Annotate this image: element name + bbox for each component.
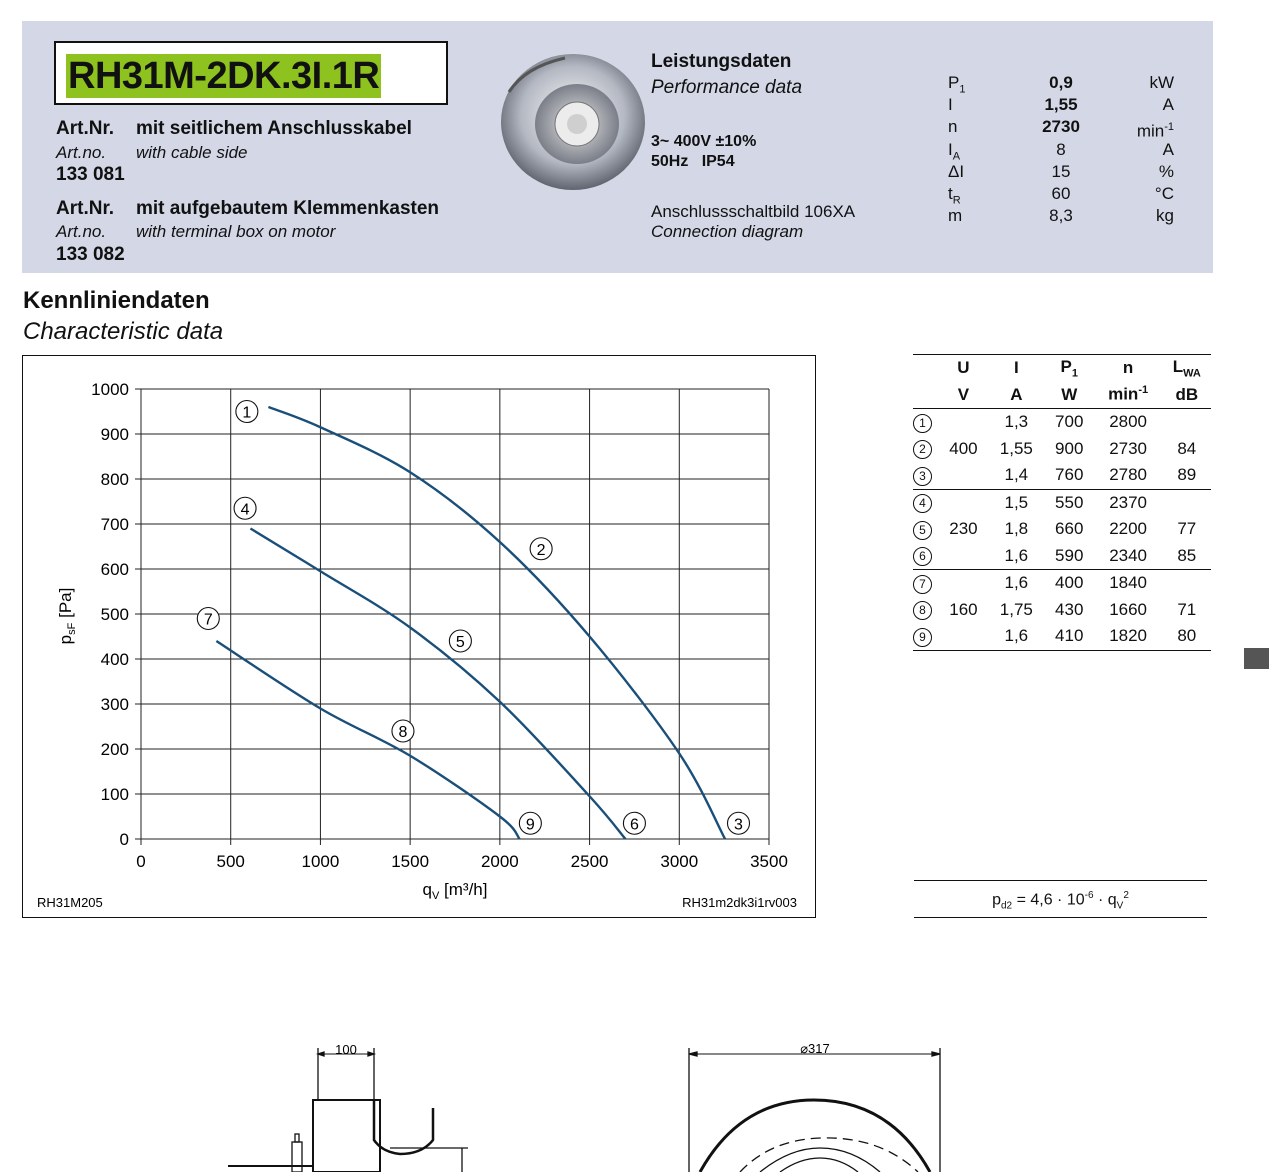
chart-canvas [23, 356, 817, 919]
row-id-marker: 9 [913, 628, 932, 647]
row-id-marker: 5 [913, 521, 932, 540]
curve-marker-label-8: 8 [398, 724, 408, 741]
row-id-marker: 1 [913, 414, 932, 433]
cell-i: 1,6 [1004, 626, 1029, 646]
row-id-marker: 7 [913, 575, 932, 594]
x-tick-label: 3500 [750, 852, 788, 871]
y-tick-label: 900 [100, 425, 129, 444]
cell-u [939, 489, 988, 516]
table-row [913, 436, 1211, 463]
cell-p: 590 [1055, 545, 1084, 565]
section-title-de: Kennliniendaten [23, 287, 210, 314]
cell-i: 1,6 [1004, 573, 1029, 593]
table-row [913, 489, 1211, 516]
perf-title-en: Performance data [651, 77, 803, 98]
cell-n: 1840 [1109, 573, 1148, 593]
chart-code-right: RH31m2dk3i1rv003 [682, 895, 797, 910]
table-unit-0: V [957, 384, 970, 404]
x-tick-label: 2000 [480, 852, 519, 871]
x-tick-label: 0 [136, 852, 146, 871]
table-unit-2: W [1061, 384, 1078, 404]
perf-unit-5: °C [1154, 184, 1174, 203]
perf-value-2: 2730 [1042, 117, 1080, 137]
cell-l: 77 [1177, 519, 1197, 539]
y-tick-label: 800 [100, 470, 129, 489]
technical-drawing [0, 1030, 1269, 1172]
cell-i: 1,3 [1004, 412, 1029, 432]
cell-p: 760 [1055, 465, 1084, 485]
table-row [913, 516, 1211, 543]
cell-u: 160 [949, 599, 978, 619]
fan-product-image [495, 52, 645, 197]
perf-unit-2: $\min^{-1}$ [1136, 121, 1174, 142]
cell-u [939, 623, 988, 650]
table-row [913, 597, 1211, 624]
cell-p: 400 [1055, 573, 1084, 593]
cell-l: 85 [1177, 545, 1197, 565]
perf-value-4: 15 [1051, 161, 1071, 181]
row-id-marker: 6 [913, 547, 932, 566]
x-axis-label: $q_V$ [m³/h] [422, 880, 488, 902]
cell-l: 80 [1177, 626, 1197, 646]
cell-i: 1,4 [1004, 465, 1029, 485]
perf-value-5: 60 [1051, 184, 1071, 203]
side-tab-marker [1244, 648, 1269, 669]
table-header-2: $P_1$ [1060, 357, 1078, 380]
cell-u [939, 409, 988, 436]
chart-code-left: RH31M205 [37, 895, 103, 910]
perf-symbol-4: ΔI [948, 161, 965, 181]
table-row [913, 570, 1211, 597]
table-unit-1: A [1010, 384, 1023, 404]
table-unit-3: $\min^{-1}$ [1108, 384, 1149, 405]
cell-u [939, 543, 988, 570]
y-tick-label: 100 [100, 785, 129, 804]
x-tick-label: 1500 [391, 852, 430, 871]
perf-unit-1: A [1162, 95, 1174, 115]
perf-symbol-6: m [948, 206, 963, 226]
art1-desc-en: with cable side [136, 143, 248, 162]
cell-n: 1660 [1109, 599, 1148, 619]
cell-p: 430 [1055, 599, 1084, 619]
row-id-marker: 3 [913, 467, 932, 486]
cell-n: 1820 [1109, 626, 1148, 646]
perf-value-1: 1,55 [1044, 95, 1078, 115]
cell-i: 1,55 [999, 438, 1033, 458]
cell-p: 700 [1055, 412, 1084, 432]
table-row [913, 462, 1211, 489]
cell-u: 230 [949, 519, 978, 539]
dimension-diameter: ⌀317 [800, 1041, 830, 1056]
cell-u [939, 462, 988, 489]
table-row [913, 623, 1211, 650]
cell-p: 900 [1055, 438, 1084, 458]
perf-value-3: 8 [1056, 139, 1066, 159]
curve-marker-label-7: 7 [203, 611, 213, 629]
cell-l: 84 [1177, 438, 1197, 458]
cell-n: 2200 [1109, 519, 1148, 539]
perf-title-de: Leistungsdaten [651, 51, 792, 72]
section-title-en: Characteristic data [23, 318, 224, 345]
art1-desc-de: mit seitlichem Anschlusskabel [136, 118, 412, 139]
y-tick-label: 400 [100, 650, 129, 669]
art2-desc-en: with terminal box on motor [136, 222, 336, 241]
curve-marker-label-5: 5 [455, 634, 465, 651]
formula-text: $p_{d2} = 4,6 \cdot 10^{-6} \cdot q_V^2$ [992, 890, 1129, 912]
curve-marker-label-3: 3 [734, 816, 743, 834]
y-tick-label: 600 [100, 560, 129, 579]
table-row [913, 409, 1211, 436]
row-id-marker: 8 [913, 601, 932, 620]
curve-series-1 [268, 407, 725, 839]
frequency-spec: 50Hz IP54 [651, 153, 735, 170]
art2-number: 133 082 [56, 244, 125, 265]
art1-label-en: Art.no. [56, 143, 107, 162]
cell-i: 1,8 [1004, 519, 1029, 539]
art2-label-de: Art.Nr. [56, 198, 115, 219]
cell-l: 71 [1177, 599, 1197, 619]
perf-symbol-2: n [948, 117, 958, 137]
curve-series-3 [216, 641, 519, 839]
cell-u [939, 570, 988, 597]
y-tick-label: 700 [100, 515, 129, 534]
characteristic-chart [22, 355, 816, 918]
table-unit-4: dB [1175, 384, 1199, 404]
perf-symbol-1: I [948, 95, 953, 115]
perf-symbol-5: $t_R$ [948, 184, 961, 207]
cell-p: 550 [1055, 492, 1084, 512]
connection-diagram-de: Anschlussschaltbild 106XA [651, 202, 856, 221]
perf-unit-6: kg [1156, 206, 1174, 226]
cell-i: 1,75 [999, 599, 1033, 619]
cell-l [1163, 409, 1211, 436]
y-tick-label: 300 [100, 695, 129, 714]
perf-unit-3: A [1162, 139, 1174, 159]
cell-p: 660 [1055, 519, 1084, 539]
perf-unit-0: kW [1149, 73, 1174, 92]
table-header-4: $L_{WA}$ [1172, 357, 1201, 380]
cell-l [1163, 570, 1211, 597]
cell-n: 2370 [1109, 492, 1148, 512]
cell-p: 410 [1055, 626, 1084, 646]
cell-i: 1,6 [1004, 545, 1029, 565]
x-tick-label: 1000 [301, 852, 340, 871]
cell-l [1163, 489, 1211, 516]
model-title: RH31M-2DK.3I.1R [68, 55, 380, 97]
x-tick-label: 500 [216, 852, 245, 871]
y-tick-label: 500 [100, 605, 129, 624]
cell-n: 2800 [1109, 412, 1148, 432]
perf-value-6: 8,3 [1049, 206, 1073, 226]
cell-i: 1,5 [1004, 492, 1029, 512]
cell-n: 2730 [1109, 438, 1148, 458]
x-tick-label: 2500 [570, 852, 609, 871]
art1-number: 133 081 [56, 164, 125, 185]
y-tick-label: 200 [100, 740, 129, 759]
table-header-1: I [1013, 358, 1019, 378]
curve-series-2 [250, 529, 625, 840]
characteristic-table [913, 354, 1211, 651]
cell-n: 2780 [1109, 465, 1148, 485]
perf-unit-4: % [1158, 161, 1174, 181]
table-row [913, 543, 1211, 570]
curve-marker-label-4: 4 [240, 501, 250, 519]
dimension-100: 100 [335, 1042, 357, 1057]
perf-symbol-0: $P_1$ [948, 73, 966, 96]
table-head-blank [913, 382, 939, 409]
y-axis-label: $p_{sF}$ [Pa] [56, 587, 78, 645]
voltage-spec: 3~ 400V ±10% [651, 133, 757, 150]
curve-marker-label-2: 2 [536, 541, 546, 559]
x-tick-label: 3000 [660, 852, 699, 871]
connection-diagram-en: Connection diagram [651, 222, 804, 241]
perf-value-0: 0,9 [1049, 73, 1073, 92]
art1-label-de: Art.Nr. [56, 118, 115, 139]
cell-u: 400 [949, 438, 978, 458]
curve-marker-label-9: 9 [525, 816, 535, 834]
cell-l: 89 [1177, 465, 1197, 485]
cell-n: 2340 [1109, 545, 1148, 565]
y-tick-label: 1000 [91, 380, 129, 399]
row-id-marker: 4 [913, 494, 932, 513]
row-id-marker: 2 [913, 440, 932, 459]
art2-desc-de: mit aufgebautem Klemmenkasten [136, 198, 440, 219]
table-head-blank [913, 355, 939, 382]
curve-marker-label-6: 6 [629, 816, 639, 834]
table-header-3: n [1122, 358, 1134, 378]
perf-symbol-3: $I_A$ [948, 139, 961, 162]
y-tick-label: 0 [119, 830, 129, 849]
curve-marker-label-1: 1 [242, 404, 252, 422]
table-header-0: U [957, 358, 970, 378]
art2-label-en: Art.no. [56, 222, 107, 241]
